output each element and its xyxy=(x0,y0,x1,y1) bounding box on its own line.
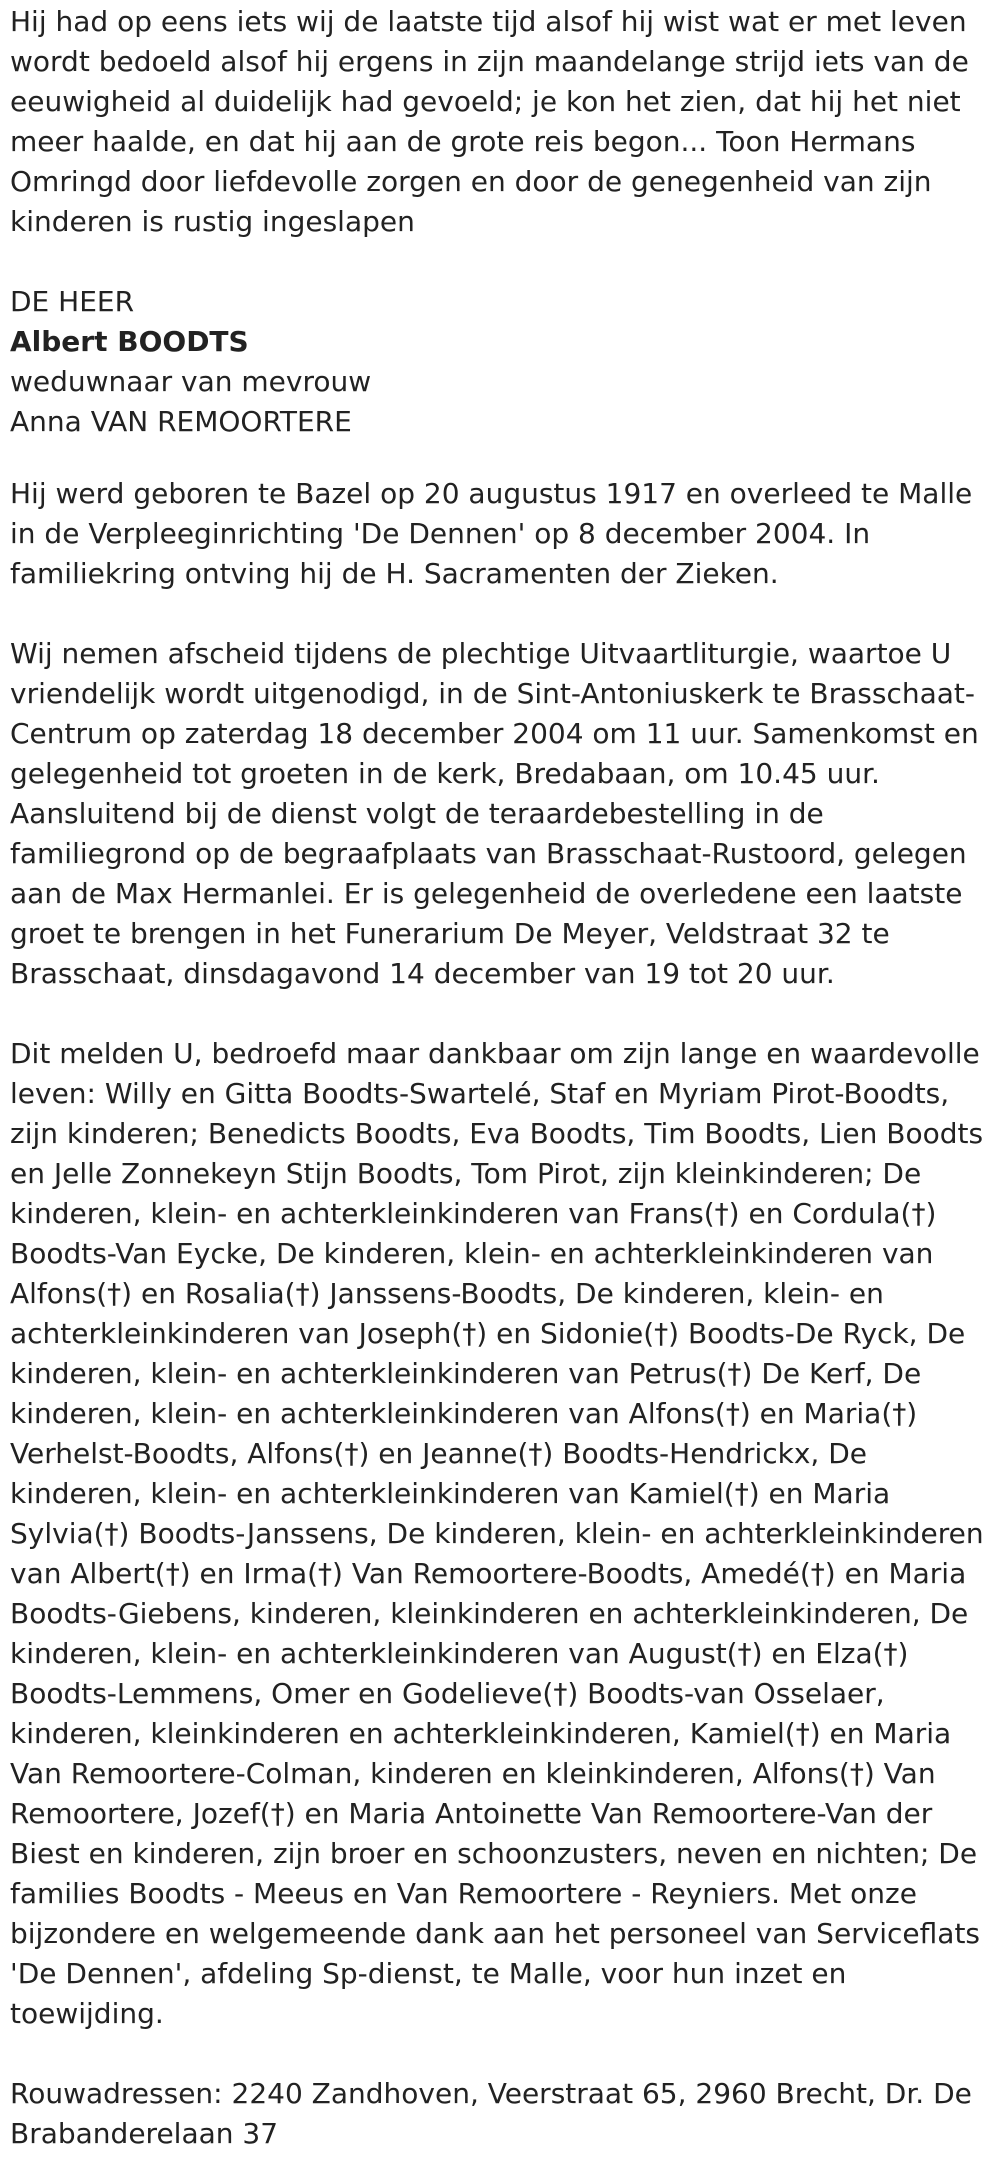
spacer xyxy=(10,594,990,634)
spouse-name: Anna VAN REMOORTERE xyxy=(10,405,352,438)
farewell-paragraph: Wij nemen afscheid tijdens de plechtige Uitvaartliturgie, waartoe U vriendelijk wordt uitgenodigd, in de Sint-Antoniuskerk te Brasschaat-Centrum op zaterdag 18 december 2004 om 11 uur. Samenkomst en gelegenheid tot groeten in de kerk, Bredabaan, om 10.45 uur. Aansluitend bij de dienst volgt de teraardebestelling in de familiegrond op de begraafplaats van Brasschaat-Rustoord, gelegen aan de Max Hermanlei. Er is gelegenheid de overledene een laatste groet te brengen in het Funerarium De Meyer, Veldstraat 32 te Brasschaat, dinsdagavond 14 december van 19 tot 20 uur. xyxy=(10,637,979,990)
relation-line: weduwnaar van mevrouw xyxy=(10,365,372,398)
birth-death-paragraph: Hij werd geboren te Bazel op 20 augustus 1917 en overleed te Malle in de Verpleeginrichting 'De Dennen' op 8 december 2004. In familiekring ontving hij de H. Sacramenten der Zieken. xyxy=(10,477,973,590)
spacer xyxy=(10,994,990,1034)
addresses-paragraph: Rouwadressen: 2240 Zandhoven, Veerstraat 65, 2960 Brecht, Dr. De Brabanderelaan 37 xyxy=(10,2077,972,2150)
deceased-name: Albert BOODTS xyxy=(10,325,249,358)
spacer xyxy=(10,2034,990,2074)
intro-paragraph: Hij had op eens iets wij de laatste tijd alsof hij wist wat er met leven wordt bedoeld alsof hij ergens in zijn maandelange strijd iets van de eeuwigheid al duidelijk had gevoeld; je kon het zien, dat hij het niet meer haalde, en dat hij aan de grote reis begon... Toon Hermans Omringd door liefdevolle zorgen en door de genegenheid van zijn kinderen is rustig ingeslapen xyxy=(10,5,969,238)
spacer xyxy=(10,242,990,282)
spacer xyxy=(10,442,990,474)
announcement-paragraph: Dit melden U, bedroefd maar dankbaar om zijn lange en waardevolle leven: Willy en Gitta Boodts-Swartelé, Staf en Myriam Pirot-Boodts, zijn kinderen; Benedicts Boodts, Eva Boodts, Tim Boodts, Lien Boodts en Jelle Zonnekeyn Stijn Boodts, Tom Pirot, zijn kleinkinderen; De kinderen, klein- en achterkleinkinderen van Frans(†) en Cordula(†) Boodts-Van Eycke, De kinderen, klein- en achterkleinkinderen van Alfons(†) en Rosalia(†) Janssens-Boodts, De kinderen, klein- en achterkleinkinderen van Joseph(†) en Sidonie(†) Boodts-De Ryck, De kinderen, klein- en achterkleinkinderen van Petrus(†) De Kerf, De kinderen, klein- en achterkleinkinderen van Alfons(†) en Maria(†) Verhelst-Boodts, Alfons(†) en Jeanne(†) Boodts-Hendrickx, De kinderen, klein- en achterkleinkinderen van Kamiel(†) en Maria Sylvia(†) Boodts-Janssens, De kinderen, klein- en achterkleinkinderen van Albert(†) en Irma(†) Van Remoortere-Boodts, Amedé(†) en Maria Boodts-Giebens, kinderen, kleinkinderen en achterkleinkinderen, De kinderen, klein- en achterkleinkinderen van August(†) en Elza(†) Boodts-Lemmens, Omer en Godelieve(†) Boodts-van Osselaer, kinderen, kleinkinderen en achterkleinkinderen, Kamiel(†) en Maria Van Remoortere-Colman, kinderen en kleinkinderen, Alfons(†) Van Remoortere, Jozef(†) en Maria Antoinette Van Remoortere-Van der Biest en kinderen, zijn broer en schoonzusters, neven en nichten; De families Boodts - Meeus en Van Remoortere - Reyniers. Met onze bijzondere en welgemeende dank aan het personeel van Serviceflats 'De Dennen', afdeling Sp-dienst, te Malle, voor hun inzet en toewijding. xyxy=(10,1037,984,2030)
honorific-title: DE HEER xyxy=(10,285,135,318)
